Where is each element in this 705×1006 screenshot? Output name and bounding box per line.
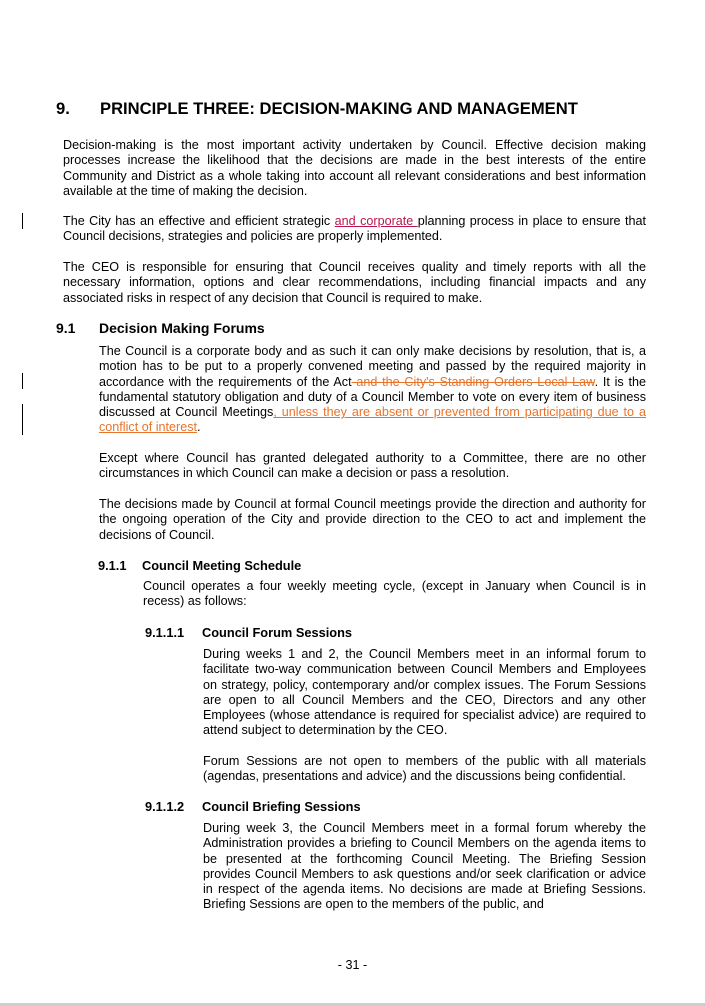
text-run: planning process in place to ensure that Council decisions, strategies and policies are properly implemented. [63,214,647,244]
clause-title: Council Briefing Sessions [202,799,361,814]
text-run: . It is the fundamental statutory obligation and duty of a Council Member to vote on every item of business discussed at Council Meetings [99,374,646,420]
inserted-text: and corporate [334,214,418,228]
section-paragraph-2 [63,214,646,245]
sub-subsection-title: Council Meeting Schedule [142,558,302,573]
clause-heading-forum [145,625,352,640]
sub-subsection-number: 9.1.1 [98,558,127,573]
section-paragraph-3: The CEO is responsible for ensuring that Council receives quality and timely reports with all the necessary information, options and clear recommendations, including financial impacts and any associated risks in respect of any decision that Council is required to make. [63,260,646,305]
clause-title: Council Forum Sessions [202,625,353,640]
clause-number: 9.1.1.1 [145,625,185,640]
change-bar [22,213,23,229]
inserted-text: , unless they are absent or prevented from participating due to a conflict of interest [99,405,646,435]
sub-subsection-heading [98,558,301,573]
clause-number: 9.1.1.2 [145,799,185,814]
text-run: . [197,420,201,435]
subsection-paragraph-1 [99,344,646,436]
sub-subsection-paragraph: Council operates a four weekly meeting cycle, (except in January when Council is in recess) as follows: [143,579,646,609]
subsection-heading [56,320,265,336]
clause-paragraph-2: Forum Sessions are not open to members of the public with all materials (agendas, presentations and advice) and the discussions being confidential. [203,754,646,784]
clause-heading-briefing [145,799,361,814]
text-run: The City has an effective and efficient strategic [63,214,335,228]
subsection-paragraph-3: The decisions made by Council at formal Council meetings provide the direction and authority for the ongoing operation of the City and provide direction to the CEO to act and implement the decisions of Council. [99,497,646,542]
change-bar [22,404,23,435]
section-heading [56,99,578,119]
subsection-paragraph-2: Except where Council has granted delegated authority to a Committee, there are no other circumstances in which Council can make a decision or pass a resolution. [99,451,646,481]
text-run: The Council is a corporate body and as such it can only make decisions by resolution, that is, a motion has to be put to a properly convened meeting and passed by the required majority in accordance with the requirements of the Act [99,344,646,389]
section-number: 9. [56,99,70,118]
subsection-number: 9.1 [56,320,76,336]
clause-paragraph-1: During weeks 1 and 2, the Council Members meet in an informal forum to facilitate two-way communication between Council Members and Employees on strategy, policy, contemporary and/or complex issues. The Forum Sessions are open to all Council Members and the CEO, Directors and any other Employees (whose attendance is required for specialist advice) are required to attend subject to determination by the CEO. [203,647,646,738]
deleted-text: and the City's Standing Orders Local Law [351,374,595,389]
subsection-title: Decision Making Forums [99,320,265,336]
clause-paragraph-3: During week 3, the Council Members meet in a formal forum whereby the Administration provides a briefing to Council Members on the agenda items to be presented at the forthcoming Council Meeting. The Briefing Session provides Council Members to ask questions and/or seek clarification or advice in respect of the agenda items. No decisions are made at Briefing Sessions. Briefing Sessions are open to the members of the public, and [203,821,646,912]
page-number: - 31 - [337,958,368,972]
change-bar [22,373,23,389]
section-title: PRINCIPLE THREE: DECISION-MAKING AND MANAGEMENT [100,99,578,118]
section-paragraph-1: Decision-making is the most important activity undertaken by Council. Effective decision making processes increase the likelihood that the decisions are made in the best interests of the entire Community and District as a whole taking into account all relevant considerations and best information available at the time of making the decision. [63,138,646,198]
